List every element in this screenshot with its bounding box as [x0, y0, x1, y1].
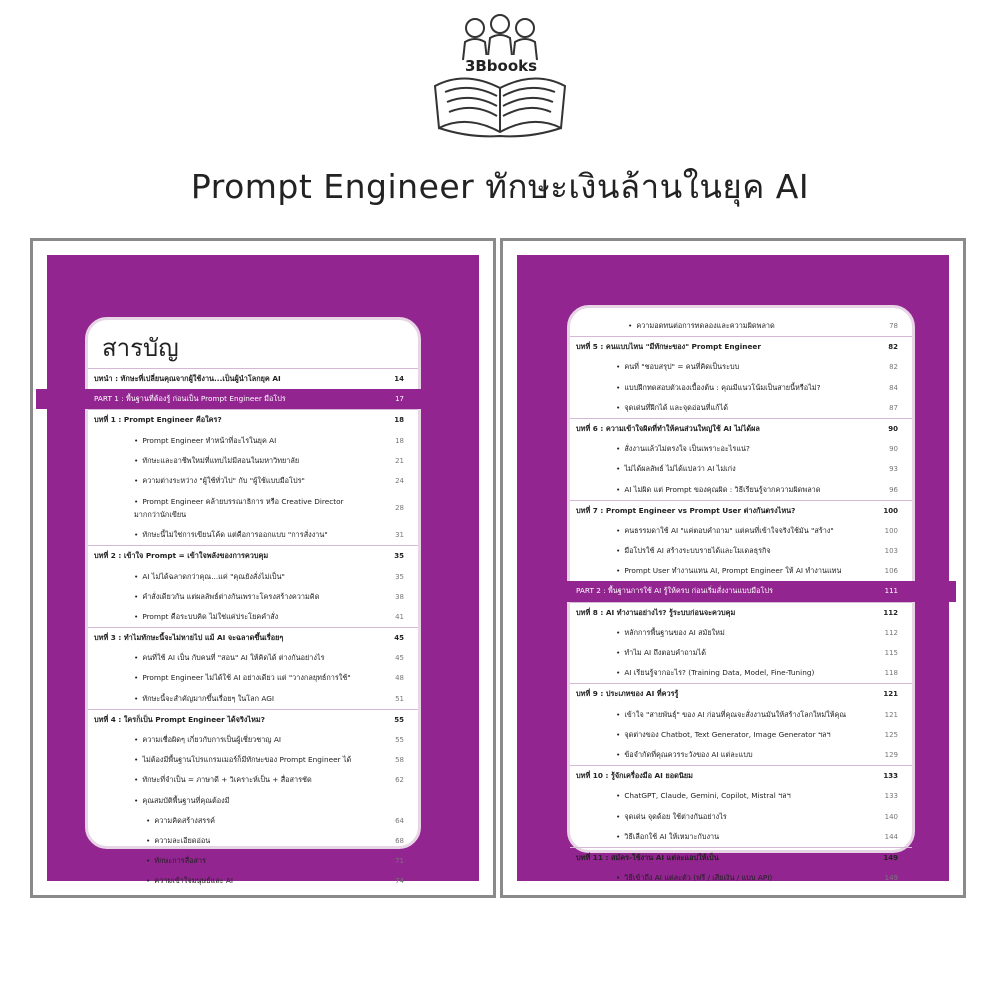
toc-entry-text: • AI ไม่ได้ฉลาดกว่าคุณ...แค่ "คุณยังสั่งไม่เป็น": [134, 567, 285, 587]
toc-page-number: 149: [884, 874, 898, 883]
toc-part: [36, 389, 470, 409]
toc-item: [570, 745, 912, 765]
toc-item: [88, 851, 418, 871]
toc-item: [88, 811, 418, 831]
toc-page-number: 45: [394, 634, 404, 643]
toc-item: [570, 868, 912, 888]
toc-entry-text: • ความอดทนต่อการทดลองและความผิดพลาด: [628, 316, 775, 336]
toc-page-number: 14: [394, 375, 404, 383]
toc-entry-text: บทนำ : ทักษะที่เปลี่ยนคุณจากผู้ใช้งาน...เป็นผู้นำโลกยุค AI: [94, 374, 281, 383]
toc-chapter: [88, 627, 418, 648]
toc-entry-text: • คนธรรมดาใช้ AI "แค่ตอบคำถาม" แต่คนที่เข้าใจจริงใช้มัน "สร้าง": [616, 521, 834, 541]
toc-page-number: 38: [395, 592, 404, 601]
toc-entry-text: • สั่งงานแล้วไม่ตรงใจ เป็นเพราะอะไรแน่?: [616, 439, 750, 459]
toc-item: [570, 807, 912, 827]
toc-item: [88, 871, 418, 891]
toc-item: [88, 831, 418, 851]
toc-item: [570, 459, 912, 479]
toc-entry-text: • จุดเด่นที่ฝึกได้ และจุดอ่อนที่แก้ได้: [616, 398, 728, 418]
toc-page-number: 68: [395, 836, 404, 845]
toc-item: [570, 705, 912, 725]
toc-page-number: 24: [395, 476, 404, 485]
toc-entry-text: บทที่ 3 : ทำไมทักษะนี้จะไม่หายไป แม้ AI จะฉลาดขึ้นเรื่อยๆ: [94, 633, 284, 643]
toc-page-number: 115: [884, 649, 898, 657]
toc-entry-text: • ความเชื่อผิดๆ เกี่ยวกับการเป็นผู้เชี่ยวชาญ AI: [134, 730, 281, 750]
toc-chapter: [88, 709, 418, 730]
toc-page-number: 133: [883, 772, 898, 781]
toc-entry-text: • Prompt Engineer ทำหน้าที่อะไรในยุค AI: [134, 431, 276, 451]
toc-entry-text: • ทักษะนี้จะสำคัญมากขึ้นเรื่อยๆ ในโลก AGI: [134, 689, 274, 709]
toc-entry-text: • ทักษะนี้ไม่ใช่การเขียนโค้ด แต่คือการออกแบบ "การสั่งงาน": [134, 525, 328, 545]
toc-chapter: [570, 500, 912, 521]
toc-chapter: [570, 602, 912, 623]
toc-page-number: 129: [884, 750, 898, 759]
toc-item: [88, 431, 418, 451]
toc-page-number: 112: [884, 628, 898, 637]
toc-entry-text: บทที่ 9 : ประเภทของ AI ที่ควรรู้: [576, 689, 679, 699]
3bbooks-logo: [425, 8, 575, 158]
toc-page-number: 64: [395, 816, 404, 825]
toc-entry-text: • ทักษะและอาชีพใหม่ที่แทบไม่มีสอนในมหาวิทยาลัย: [134, 451, 299, 471]
toc-page-number: 121: [883, 690, 898, 699]
toc-chapter: [88, 368, 418, 389]
toc-chapter: [570, 336, 912, 357]
toc-item: [88, 750, 418, 770]
toc-page-number: 149: [883, 853, 898, 862]
toc-item: [88, 587, 418, 607]
toc-item: [88, 607, 418, 627]
toc-chapter: [570, 847, 912, 868]
toc-entry-text: • เข้าใจ "สายพันธุ์" ของ AI ก่อนที่คุณจะสั่งงานมันให้สร้างโลกใหม่ให้คุณ: [616, 705, 846, 725]
toc-entry-text: • ข้อจำกัดที่คุณควรระวังของ AI แต่ละแบบ: [616, 745, 753, 765]
toc-card-right: [567, 305, 915, 883]
toc-entry-text: • Prompt Engineer คล้ายบรรณาธิการ หรือ Creative Director มากกว่านักเขียน: [134, 495, 364, 521]
toc-page-number: 55: [395, 736, 404, 744]
toc-entry-text: • ไม่ต้องมีพื้นฐานโปรแกรมเมอร์ก็มีทักษะของ Prompt Engineer ได้: [134, 750, 351, 770]
toc-item: [570, 623, 912, 643]
toc-page-number: 106: [884, 567, 898, 576]
toc-chapter: [570, 418, 912, 439]
toc-item: [88, 648, 418, 668]
toc-entry-text: • ความละเอียดอ่อน: [146, 831, 210, 851]
toc-entry-text: บทที่ 5 : คนแบบไหน "มีทักษะของ" Prompt Engineer: [576, 342, 761, 352]
toc-item: [570, 786, 912, 806]
toc-page-number: 78: [889, 322, 898, 330]
toc-page-number: 96: [889, 485, 898, 494]
toc-chapter: [88, 545, 418, 566]
toc-item: [88, 770, 418, 790]
toc-page-number: 144: [884, 832, 898, 841]
toc-entry-text: บทที่ 11 : สมัคร-ใช้งาน AI แต่ละแอปให้เป็น: [576, 852, 719, 862]
toc-entry-text: • มือโปรใช้ AI สร้างระบบรายได้และโมเดลธุรกิจ: [616, 541, 771, 561]
toc-item: [88, 451, 418, 471]
toc-entry-text: บทที่ 1 : Prompt Engineer คือใคร?: [94, 415, 222, 425]
toc-chapter: [88, 409, 418, 430]
toc-item: [570, 439, 912, 459]
toc-entry-text: • AI เรียนรู้จากอะไร? (Training Data, Model, Fine-Tuning): [616, 663, 814, 683]
toc-entry-text: บทที่ 4 : ใครก็เป็น Prompt Engineer ได้จริงไหม?: [94, 714, 265, 724]
toc-list-left: [88, 368, 418, 892]
toc-page-number: 18: [394, 416, 404, 425]
toc-entry-text: • หลักการพื้นฐานของ AI สมัยใหม่: [616, 623, 725, 643]
toc-entry-text: • ความเข้าใจมนุษย์และ AI: [146, 871, 233, 891]
toc-page-number: 62: [395, 776, 404, 785]
toc-page-number: 125: [884, 730, 898, 739]
toc-entry-text: บทที่ 6 : ความเข้าใจผิดที่ทำให้คนส่วนใหญ่ใช้ AI ไม่ได้ผล: [576, 423, 760, 433]
toc-page-number: 133: [884, 792, 898, 801]
toc-item: [88, 471, 418, 491]
toc-entry-text: • วิธีเลือกใช้ AI ให้เหมาะกับงาน: [616, 827, 719, 847]
toc-page-number: 55: [394, 715, 404, 724]
toc-page-number: 74: [395, 877, 404, 886]
toc-page-number: 51: [395, 694, 404, 703]
toc-page-number: 17: [395, 395, 404, 404]
toc-entry-text: บทที่ 8 : AI ทำงานอย่างไร? รู้ระบบก่อนจะควบคุม: [576, 607, 736, 617]
toc-page-number: 41: [395, 612, 404, 621]
toc-page-number: 121: [884, 710, 898, 719]
toc-entry-text: • ทักษะที่จำเป็น = ภาษาดี + วิเคราะห์เป็น + สื่อสารชัด: [134, 770, 312, 790]
toc-heading: สารบัญ: [102, 334, 179, 362]
toc-item: [570, 357, 912, 377]
toc-entry-text: • ความคิดสร้างสรรค์: [146, 811, 215, 831]
toc-item: [570, 541, 912, 561]
toc-item: [570, 480, 912, 500]
toc-page-number: 28: [395, 504, 404, 513]
toc-item: [88, 730, 418, 750]
toc-page-number: 35: [394, 552, 404, 561]
toc-item: [570, 663, 912, 683]
toc-entry-text: • คนที่ "ชอบสรุป" = คนที่คิดเป็นระบบ: [616, 357, 739, 377]
toc-page-number: 90: [888, 424, 898, 433]
toc-page-number: 87: [889, 403, 898, 412]
toc-item: [570, 316, 912, 336]
toc-page-number: 82: [888, 343, 898, 352]
toc-entry-text: • ChatGPT, Claude, Gemini, Copilot, Mistral ฯลฯ: [616, 786, 791, 806]
toc-entry-text: • ไม่ได้ผลลัพธ์ ไม่ได้แปลว่า AI ไม่เก่ง: [616, 459, 736, 479]
toc-page-number: 21: [395, 456, 404, 465]
toc-entry-text: • จุดเด่น จุดด้อย ใช้ต่างกันอย่างไร: [616, 807, 727, 827]
purple-background: [517, 255, 949, 881]
toc-entry-text: • AI ไม่ผิด แต่ Prompt ของคุณผิด : วิธีเรียนรู้จากความผิดพลาด: [616, 480, 821, 500]
toc-item: [570, 643, 912, 663]
logo-text: 3Bbooks: [464, 57, 538, 75]
purple-background: [47, 255, 479, 886]
toc-item: [88, 525, 418, 545]
toc-page-left: [30, 238, 496, 898]
toc-entry-text: บทที่ 7 : Prompt Engineer vs Prompt User ต่างกันตรงไหน?: [576, 505, 796, 515]
toc-entry-text: PART 1 : พื้นฐานที่ต้องรู้ ก่อนเป็น Prompt Engineer มือโปร: [94, 394, 286, 404]
toc-page-number: 112: [883, 608, 898, 617]
toc-page-number: 58: [395, 756, 404, 765]
toc-page-number: 71: [395, 857, 404, 866]
toc-page-number: 100: [883, 506, 898, 515]
toc-card-left: [85, 317, 421, 886]
toc-page-number: 140: [884, 812, 898, 821]
toc-item: [570, 398, 912, 418]
toc-page-number: 103: [884, 547, 898, 556]
toc-page-number: 35: [395, 572, 404, 581]
toc-item: [570, 521, 912, 541]
toc-entry-text: • แบบฝึกทดสอบตัวเองเบื้องต้น : คุณมีแนวโน้มเป็นสายนี้หรือไม่?: [616, 378, 821, 398]
toc-page-number: 111: [884, 587, 898, 596]
toc-entry-text: บทที่ 10 : รู้จักเครื่องมือ AI ยอดนิยม: [576, 771, 693, 781]
toc-entry-text: • ทำไม AI ถึงตอบคำถามได้: [616, 643, 706, 663]
toc-item: [88, 689, 418, 709]
toc-entry-text: • จุดต่างของ Chatbot, Text Generator, Image Generator ฯลฯ: [616, 725, 831, 745]
toc-item: [88, 491, 418, 525]
toc-page-number: 82: [889, 363, 898, 372]
toc-entry-text: บทที่ 2 : เข้าใจ Prompt = เข้าใจพลังของการควบคุม: [94, 551, 269, 561]
toc-item: [570, 561, 912, 581]
toc-entry-text: • ความต่างระหว่าง "ผู้ใช้ทั่วไป" กับ "ผู้ใช้แบบมือโปร": [134, 471, 305, 491]
toc-item: [570, 827, 912, 847]
toc-page-number: 31: [395, 531, 404, 540]
toc-item: [88, 791, 418, 811]
toc-chapter: [570, 765, 912, 786]
toc-item: [88, 668, 418, 688]
toc-entry-text: • คนที่ใช้ AI เป็น กับคนที่ "สอน" AI ให้คิดได้ ต่างกันอย่างไร: [134, 648, 325, 668]
page-title: Prompt Engineer ทักษะเงินล้านในยุค AI: [190, 167, 810, 206]
toc-item: [88, 567, 418, 587]
toc-item: [570, 378, 912, 398]
toc-page-number: 18: [395, 436, 404, 445]
toc-page-number: 84: [889, 383, 898, 392]
toc-page-right: [500, 238, 966, 898]
toc-page-number: 93: [889, 465, 898, 474]
toc-page-number: 118: [884, 669, 898, 678]
toc-page-number: 100: [884, 526, 898, 535]
toc-part: [526, 581, 956, 601]
toc-entry-text: • ทักษะการสื่อสาร: [146, 851, 206, 871]
toc-entry-text: • คุณสมบัติพื้นฐานที่คุณต้องมี: [134, 791, 229, 811]
toc-page-number: 45: [395, 654, 404, 663]
toc-item: [570, 725, 912, 745]
toc-list-right: [570, 316, 912, 888]
toc-entry-text: • Prompt คือระบบคิด ไม่ใช่แค่ประโยคคำสั่ง: [134, 607, 278, 627]
toc-page-number: 90: [889, 445, 898, 454]
toc-entry-text: • Prompt Engineer ไม่ได้ใช้ AI อย่างเดียว แต่ "วางกลยุทธ์การใช้": [134, 668, 351, 688]
toc-entry-text: PART 2 : พื้นฐานการใช้ AI รู้ให้ครบ ก่อนเริ่มสั่งงานแบบมือโปร: [576, 586, 773, 596]
toc-chapter: [570, 683, 912, 704]
toc-entry-text: • Prompt User ทำงานแทน AI, Prompt Engineer ให้ AI ทำงานแทน: [616, 561, 841, 581]
toc-page-number: 48: [395, 674, 404, 683]
toc-entry-text: • คำสั่งเดียวกัน แต่ผลลัพธ์ต่างกันเพราะโครงสร้างความคิด: [134, 587, 319, 607]
toc-entry-text: • วิธีเข้าถึง AI แต่ละตัว (ฟรี / เสียเงิน / แบบ API): [616, 868, 772, 888]
